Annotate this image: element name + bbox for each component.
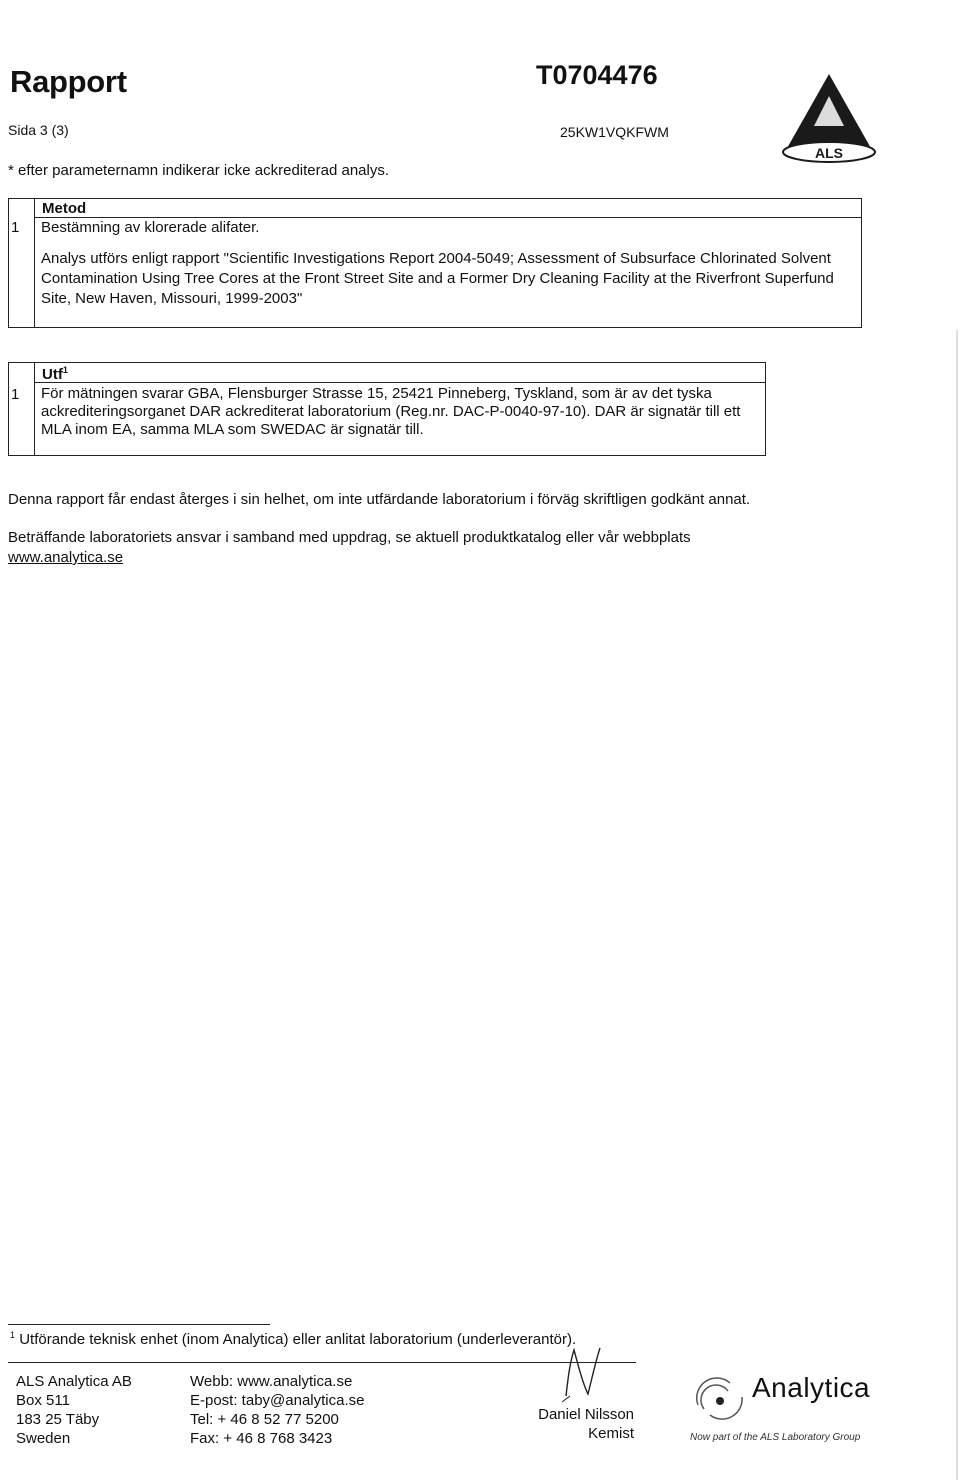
analytica-tagline: Now part of the ALS Laboratory Group xyxy=(690,1432,861,1443)
liability-notice xyxy=(8,528,908,568)
footnote: $^1$ Utförande teknisk enhet (inom Analytica) eller anlitat laboratorium (underleverantör). xyxy=(10,1330,577,1348)
reproduction-notice: Denna rapport får endast återges i sin helhet, om inte utfärdande laboratorium i förväg skriftligen godkänt annat. xyxy=(8,491,751,508)
footnote-divider xyxy=(8,1324,270,1325)
accreditation-note: * efter parameternamn indikerar icke ackrediterad analys. xyxy=(8,162,390,179)
utf-header: Utf$^1$ xyxy=(42,365,68,383)
als-logo-text: ALS xyxy=(815,145,843,161)
metod-table xyxy=(8,198,862,328)
document-id: T0704476 xyxy=(536,60,658,90)
company-contact: Webb: www.analytica.se E-post: taby@analytica.se Tel: + 46 8 52 77 5200 Fax: + 46 8 768 3423 xyxy=(190,1373,365,1447)
signature-mark xyxy=(548,1338,618,1408)
signer-name: Daniel Nilsson xyxy=(538,1406,634,1423)
metod-header: Metod xyxy=(42,200,87,217)
utf-row-text: För mätningen svarar GBA, Flensburger Strasse 15, 25421 Pinneberg, Tyskland, som är av det tyska ackrediteringsorganet DAR ackrediterat laboratorium (Reg.nr. DAC-P-0040-97-10). DAR är signatär till ett MLA inom EA, samma MLA som SWEDAC är signatär till. xyxy=(41,385,741,438)
scan-edge xyxy=(956,330,958,1480)
analytica-logo-icon xyxy=(690,1375,750,1425)
table-divider xyxy=(34,363,35,455)
analytica-brand: Analytica xyxy=(752,1372,871,1403)
metod-row-title: Bestämning av klorerade alifater. xyxy=(41,219,260,236)
website-link[interactable]: www.analytica.se xyxy=(8,549,124,566)
utf-row-number: 1 xyxy=(11,386,20,403)
metod-row-number: 1 xyxy=(11,219,20,236)
document-code: 25KW1VQKFWM xyxy=(560,124,669,140)
utf-table xyxy=(8,362,766,456)
als-logo xyxy=(780,70,878,164)
page-number: Sida 3 (3) xyxy=(8,122,69,138)
report-title: Rapport xyxy=(10,64,127,99)
metod-row-description: Analys utförs enligt rapport "Scientific Investigations Report 2004-5049; Assessment of Subsurface Chlorinated Solvent Contamination Using Tree Cores at the Front Street Site and a Former Dry Cleaning Facility at the Riverfront Superfund Site, New Haven, Missouri, 1999-2003" xyxy=(41,250,834,307)
table-divider xyxy=(34,217,861,218)
company-address: ALS Analytica AB Box 511 183 25 Täby Sweden xyxy=(16,1373,132,1447)
footer-divider xyxy=(8,1362,636,1363)
liability-text: Beträffande laboratoriets ansvar i samband med uppdrag, se aktuell produktkatalog eller vår webbplats xyxy=(8,529,691,546)
table-divider xyxy=(34,382,765,383)
signer-title: Kemist xyxy=(588,1425,634,1442)
signatory xyxy=(538,1405,634,1443)
